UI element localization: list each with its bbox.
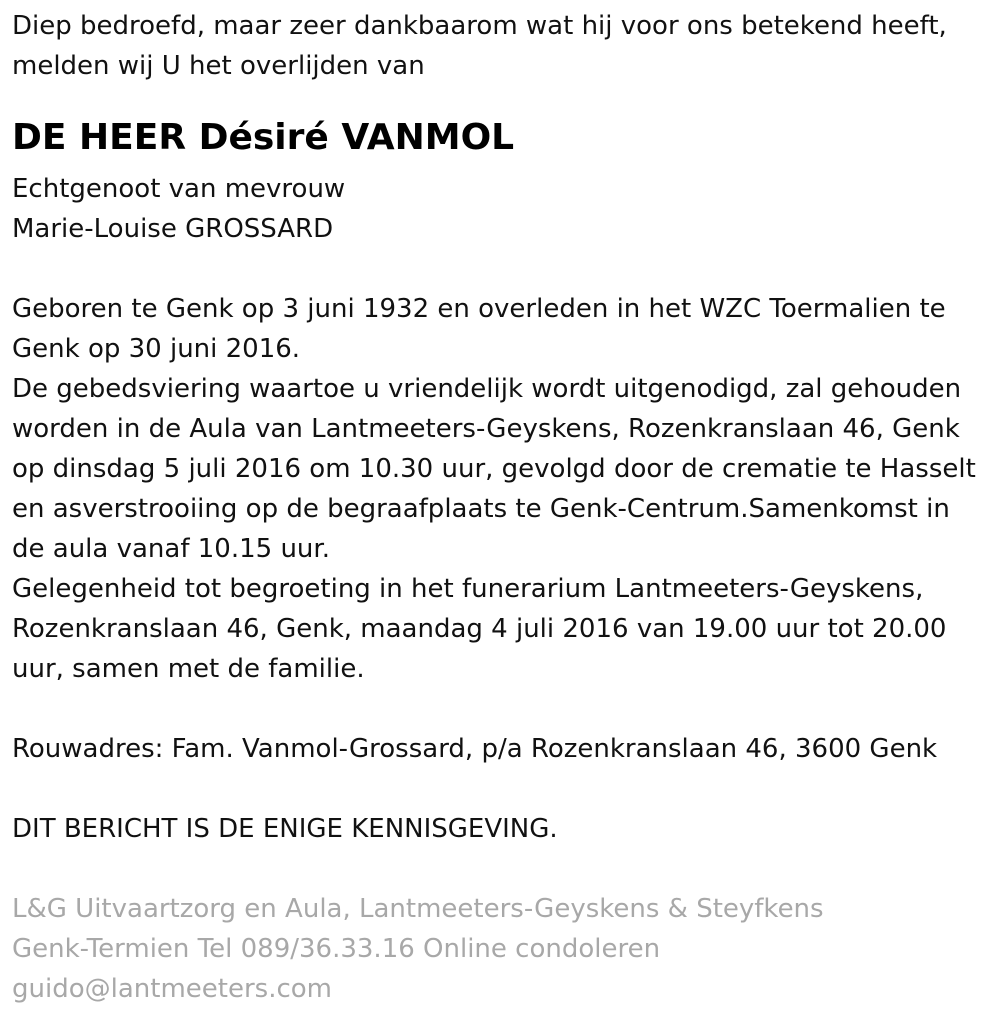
mourning-address: Rouwadres: Fam. Vanmol-Grossard, p/a Rozenkranslaan 46, 3600 Genk [12, 734, 938, 764]
notice-statement: DIT BERICHT IS DE ENIGE KENNISGEVING. [12, 814, 558, 844]
spouse-line-2: Marie-Louise GROSSARD [12, 214, 334, 244]
body-line-4: worden in de Aula van Lantmeeters-Geyskens, Rozenkranslaan 46, Genk [12, 414, 960, 444]
body-line-9: Rozenkranslaan 46, Genk, maandag 4 juli 2016 van 19.00 uur tot 20.00 [12, 614, 947, 644]
body-line-6: en asverstrooiing op de begraafplaats te Genk-Centrum.Samenkomst in [12, 494, 950, 524]
body-line-5: op dinsdag 5 juli 2016 om 10.30 uur, gevolgd door de crematie te Hasselt [12, 454, 976, 484]
body-line-8: Gelegenheid tot begroeting in het funerarium Lantmeeters-Geyskens, [12, 574, 924, 604]
body-line-10: uur, samen met de familie. [12, 654, 365, 684]
deceased-name: DE HEER Désiré VANMOL [12, 117, 515, 158]
spacer [12, 769, 988, 809]
footer-line-1: L&G Uitvaartzorg en Aula, Lantmeeters-Geyskens & Steyfkens [12, 894, 824, 924]
footer-email: guido@lantmeeters.com [12, 974, 332, 1004]
intro-line-1: Diep bedroefd, maar zeer dankbaarom wat hij voor ons betekend heeft, [12, 11, 947, 41]
intro-line-2: melden wij U het overlijden van [12, 51, 425, 81]
spouse-line-1: Echtgenoot van mevrouw [12, 174, 346, 204]
spacer [12, 689, 988, 729]
body-line-2: Genk op 30 juni 2016. [12, 334, 301, 364]
body-line-1: Geboren te Genk op 3 juni 1932 en overleden in het WZC Toermalien te [12, 294, 946, 324]
body-line-7: de aula vanaf 10.15 uur. [12, 534, 330, 564]
spacer [12, 849, 988, 889]
funeral-home-footer [12, 889, 988, 1009]
spacer [12, 249, 988, 289]
body-line-3: De gebedsviering waartoe u vriendelijk wordt uitgenodigd, zal gehouden [12, 374, 962, 404]
footer-line-2: Genk-Termien Tel 089/36.33.16 Online condoleren [12, 934, 661, 964]
